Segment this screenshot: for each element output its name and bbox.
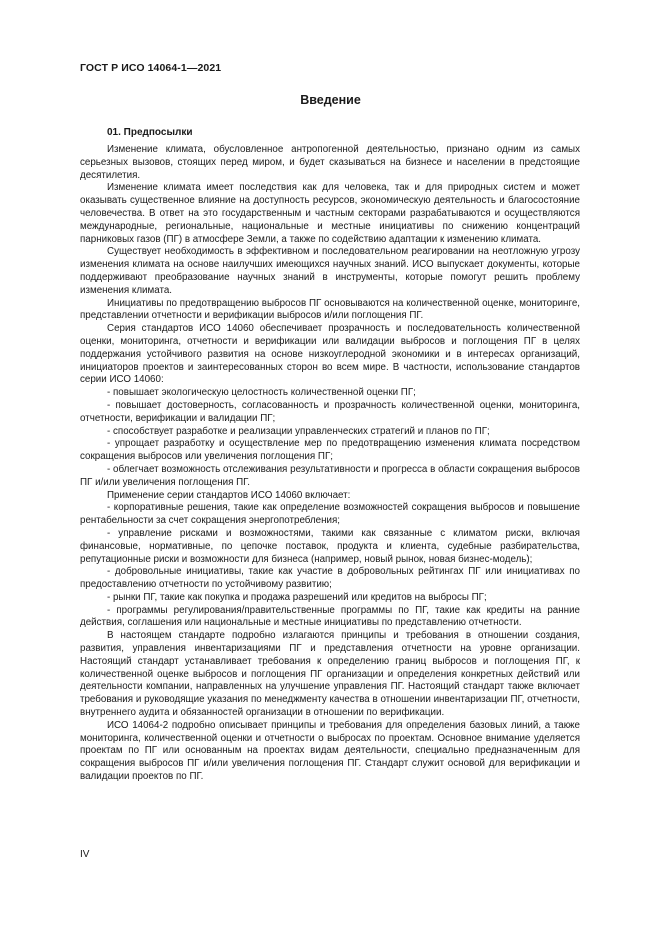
paragraph: В настоящем стандарте подробно излагаются принципы и требования в отношении создания, развития, управления инвентаризациями ПГ и представления отчетности на уровне организации. Настоящий стандарт устанавливает требования к определению границ выбросов и поглощения ПГ, к количественной оценке выбросов и поглощения ПГ организации и определения конкретных действий или деятельности компании, направленных на улучшение управления ПГ. Настоящий стандарт также включает требования и руководящие указания по менеджменту качества в отношении инвентаризации ПГ, отчетности, внутреннего аудита и обязанностей организации в отношении по верификации. [80, 630, 580, 719]
paragraph: Применение серии стандартов ИСО 14060 включает: [107, 489, 351, 501]
list-item: - повышает экологическую целостность количественной оценки ПГ; [107, 387, 416, 399]
page-title: Введение [300, 93, 361, 107]
paragraph: ИСО 14064-2 подробно описывает принципы и требования для определения базовых линий, а также мониторинга, количественной оценки и отчетности о выбросах по проектам. Основное внимание уделяется проектам по ПГ или основанным на проектах видам деятельности, специально предназначенным для сокращения выбросов ПГ и/или увеличения поглощения ПГ. Стандарт служит основой для верификации и валидации проектов по ПГ. [80, 719, 580, 783]
page-number: IV [80, 849, 90, 860]
paragraph: Существует необходимость в эффективном и последовательном реагировании на неотложную угрозу изменения климата на основе наилучших имеющихся научных знаний. ИСО выпускает документы, которые поддерживают преобразование научных знаний в инструменты, которые помогут решить проблему изменения климата. [80, 246, 580, 296]
section-body [80, 144, 580, 784]
paragraph: Инициативы по предотвращению выбросов ПГ основываются на количественной оценке, мониторинге, представлении отчетности и верификации выбросов и/или поглощения ПГ. [80, 297, 580, 322]
list-item: - добровольные инициативы, такие как участие в добровольных рейтингах ПГ или инициативах по предоставлению отчетности по устойчивому развитию; [80, 566, 580, 591]
document-code: ГОСТ Р ИСО 14064-1—2021 [80, 62, 222, 74]
list-item: - программы регулирования/правительственные программы по ПГ, такие как кредиты на ранние действия, соглашения или национальные и местные инициативы по представлению отчетности. [80, 604, 580, 629]
list-item: - способствует разработке и реализации управленческих стратегий и планов по ПГ; [107, 425, 490, 437]
paragraph: Серия стандартов ИСО 14060 обеспечивает прозрачность и последовательность количественной оценки, мониторинга, отчетности и верификации или валидации выбросов и поглощения ПГ в целях поддержания устойчивого развития на основе низкоуглеродной экономики и в интересах организаций, инициаторов проектов и заинтересованных сторон во всем мире. В частности, использование стандартов серии ИСО 14060: [80, 323, 580, 386]
list-item: - облегчает возможность отслеживания результативности и прогресса в области сокращения выбросов ПГ и/или увеличения поглощения ПГ. [80, 463, 580, 488]
section-heading: 01. Предпосылки [107, 127, 193, 138]
paragraph: Изменение климата имеет последствия как для человека, так и для природных систем и может оказывать существенное влияние на доступность ресурсов, экономическую деятельность и благосостояние человечества. В ответ на это государственным и частным секторами разрабатываются и осуществляются международные, региональные, национальные и местные инициативы по снижению концентраций парниковых газов (ПГ) в атмосфере Земли, а также по содействию адаптации к изменению климата. [80, 182, 580, 245]
paragraph: Изменение климата, обусловленное антропогенной деятельностью, признано одним из самых серьезных вызовов, стоящих перед миром, и будет сказываться на бизнесе и населении в предстоящие десятилетия. [80, 144, 580, 181]
list-item: - управление рисками и возможностями, такими как связанные с климатом риски, включая финансовые, нормативные, по цепочке поставок, продукта и клиента, судебные разбирательства, репутационные риски и возможности для бизнеса (например, новый рынок, новая бизнес-модель); [80, 527, 580, 565]
list-item: - упрощает разработку и осуществление мер по предотвращению изменения климата посредством сокращения выбросов или увеличения поглощения ПГ; [80, 438, 580, 463]
list-item: - рынки ПГ, такие как покупка и продажа разрешений или кредитов на выбросы ПГ; [107, 591, 487, 603]
list-item: - корпоративные решения, такие как определение возможностей сокращения выбросов и повышение рентабельности за счет сокращения энергопотребления; [80, 502, 580, 527]
list-item: - повышает достоверность, согласованность и прозрачность количественной оценки, мониторинга, отчетности, верификации и валидации ПГ; [80, 399, 580, 424]
